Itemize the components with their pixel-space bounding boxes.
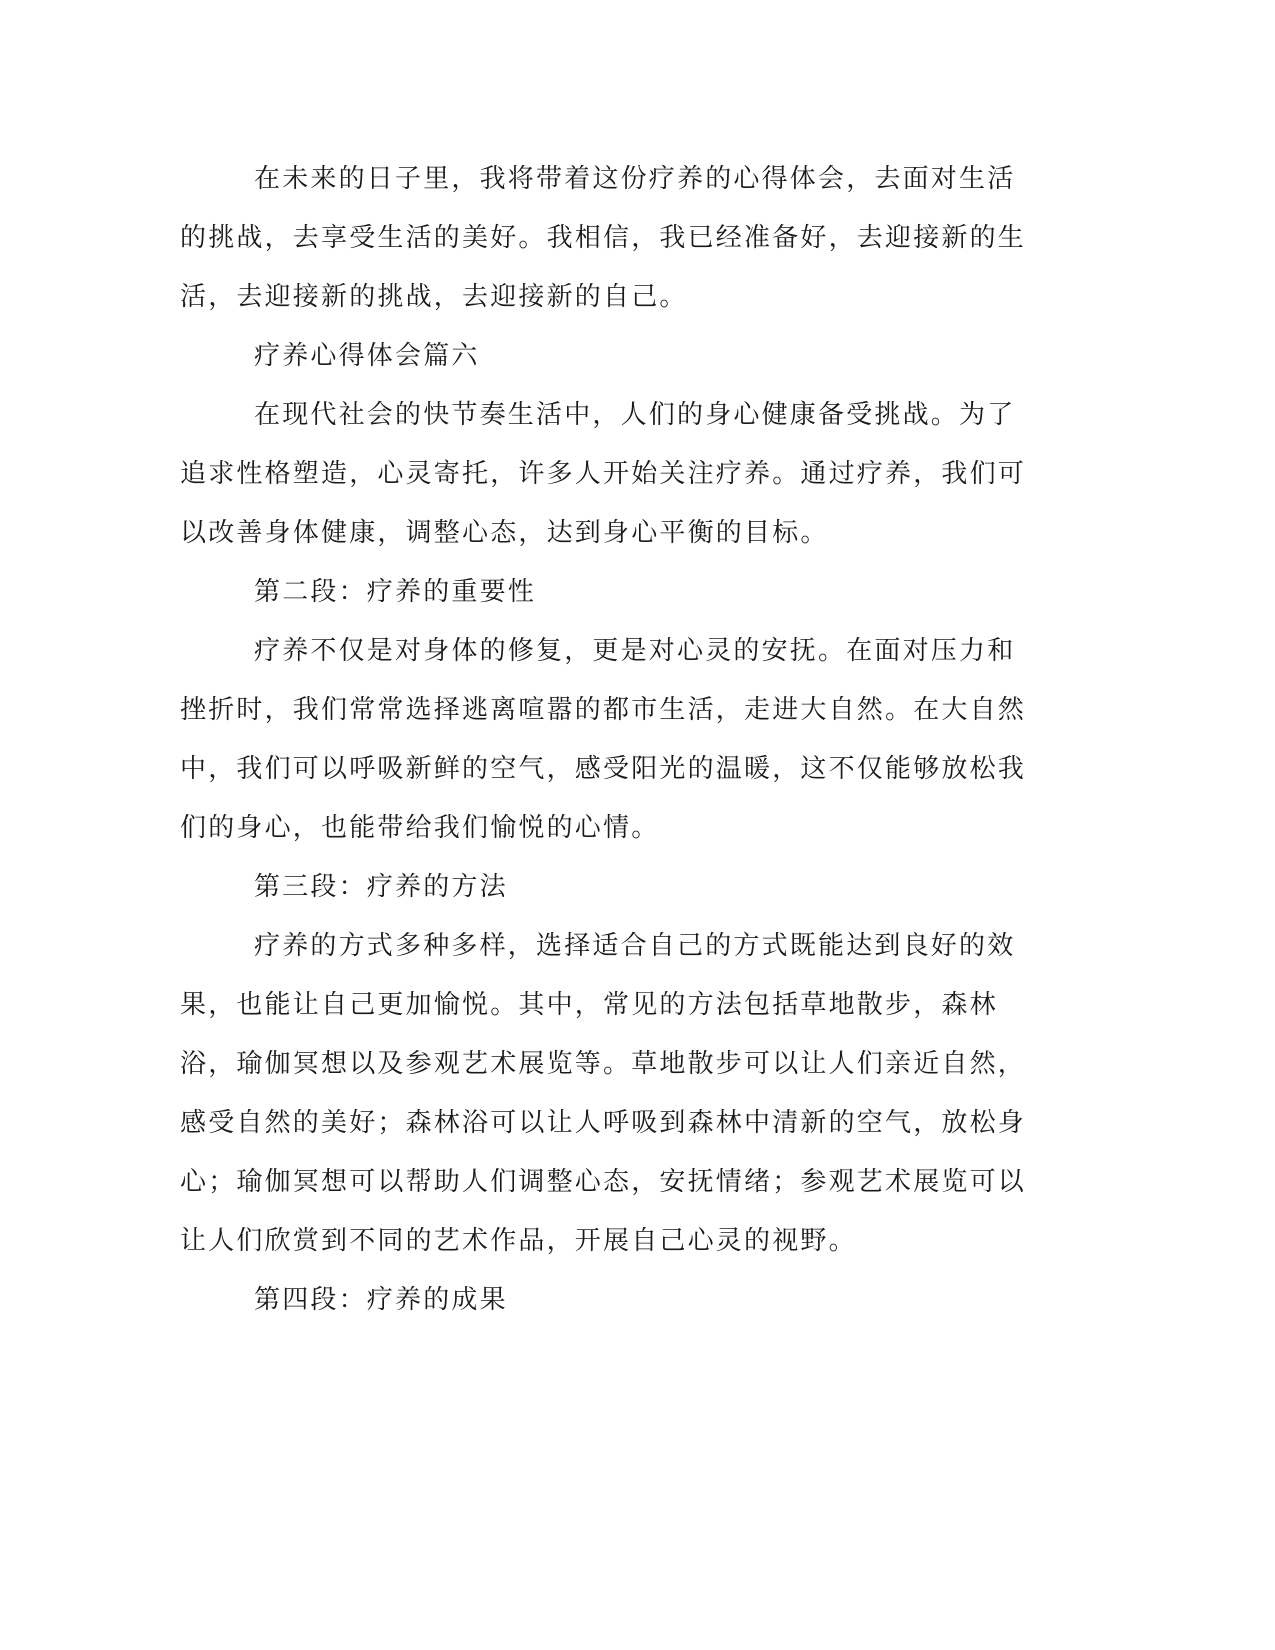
- section-heading-2: 第二段：疗养的重要性: [254, 577, 537, 607]
- paragraph-future: 在未来的日子里，我将带着这份疗养的心得体会，去面对生活的挑战，去享受生活的美好。我相信，我已经准备好，去迎接新的生活，去迎接新的挑战，去迎接新的自己。: [180, 164, 1027, 312]
- section-title-part-six: 疗养心得体会篇六: [254, 341, 480, 371]
- paragraph-importance: 疗养不仅是对身体的修复，更是对心灵的安抚。在面对压力和挫折时，我们常常选择逃离喧嚣的都市生活，走进大自然。在大自然中，我们可以呼吸新鲜的空气，感受阳光的温暖，这不仅能够放松我们的身心，也能带给我们愉悦的心情。: [180, 636, 1027, 843]
- section-heading-3: 第三段：疗养的方法: [254, 872, 508, 902]
- section-heading-4: 第四段：疗养的成果: [254, 1285, 508, 1315]
- paragraph-methods: 疗养的方式多种多样，选择适合自己的方式既能达到良好的效果，也能让自己更加愉悦。其中，常见的方法包括草地散步，森林浴，瑜伽冥想以及参观艺术展览等。草地散步可以让人们亲近自然，感受自然的美好；森林浴可以让人呼吸到森林中清新的空气，放松身心；瑜伽冥想可以帮助人们调整心态，安抚情绪；参观艺术展览可以让人们欣赏到不同的艺术作品，开展自己心灵的视野。: [180, 931, 1027, 1256]
- document-body: [180, 150, 1030, 1330]
- paragraph-intro: 在现代社会的快节奏生活中，人们的身心健康备受挑战。为了追求性格塑造，心灵寄托，许多人开始关注疗养。通过疗养，我们可以改善身体健康，调整心态，达到身心平衡的目标。: [180, 400, 1027, 548]
